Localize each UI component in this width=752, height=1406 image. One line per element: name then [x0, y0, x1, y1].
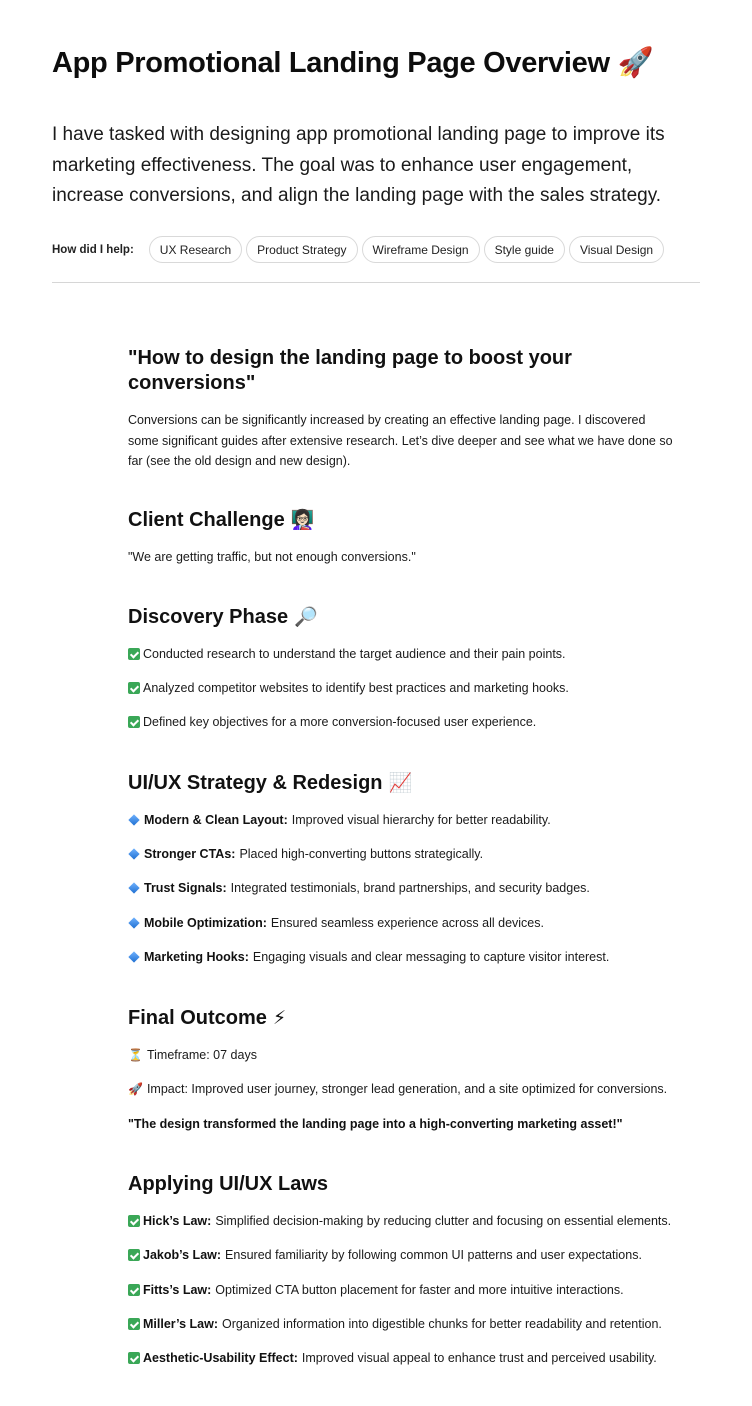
list-item: Analyzed competitor websites to identify best practices and marketing hooks.	[128, 681, 569, 695]
check-mark-icon	[128, 1249, 140, 1261]
list-item: Defined key objectives for a more conversion-focused user experience.	[128, 715, 536, 729]
discovery-heading: Discovery Phase 🔎	[128, 606, 318, 628]
rocket-icon: 🚀	[617, 47, 654, 79]
list-item: Hick’s Law: Simplified decision-making by reducing clutter and focusing on essential elements.	[128, 1214, 671, 1228]
list-item: Fitts’s Law: Optimized CTA button placement for faster and more intuitive interactions.	[128, 1283, 624, 1297]
tag-chip-wireframe-design[interactable]: Wireframe Design	[362, 236, 480, 263]
tag-chip-ux-research[interactable]: UX Research	[149, 236, 242, 263]
list-item: Marketing Hooks: Engaging visuals and clear messaging to capture visitor interest.	[128, 950, 609, 964]
check-mark-icon	[128, 1284, 140, 1296]
page-title: App Promotional Landing Page Overview 🚀	[52, 47, 654, 79]
hourglass-icon: ⏳	[128, 1048, 143, 1062]
check-mark-icon	[128, 648, 140, 660]
help-tags-row	[52, 236, 668, 263]
list-item: Modern & Clean Layout: Improved visual hierarchy for better readability.	[128, 813, 551, 827]
magnifier-icon: 🔎	[294, 607, 318, 628]
blue-diamond-icon	[128, 951, 139, 962]
intro-paragraph: Conversions can be significantly increased by creating an effective landing page. I discovered some significant guides after extensive research. Let’s dive deeper and see what we have done so far (see the old design and new design).	[128, 413, 673, 468]
intro-text: I have tasked with designing app promotional landing page to improve its marketing effectiveness. The goal was to enhance user engagement, increase conversions, and align the landing page with the sales strategy.	[52, 124, 665, 206]
client-challenge-quote: "We are getting traffic, but not enough conversions."	[128, 550, 416, 564]
timeframe-line: ⏳ Timeframe: 07 days	[128, 1048, 257, 1062]
strategy-heading: UI/UX Strategy & Redesign 📈	[128, 772, 413, 794]
list-item: Miller’s Law: Organized information into digestible chunks for better readability and retention.	[128, 1317, 662, 1331]
list-item: Conducted research to understand the target audience and their pain points.	[128, 647, 566, 661]
check-mark-icon	[128, 1215, 140, 1227]
list-item: Aesthetic-Usability Effect: Improved visual appeal to enhance trust and perceived usability.	[128, 1351, 657, 1365]
impact-line: 🚀 Impact: Improved user journey, stronger lead generation, and a site optimized for conversions.	[128, 1082, 668, 1096]
blue-diamond-icon	[128, 814, 139, 825]
tag-chip-product-strategy[interactable]: Product Strategy	[246, 236, 357, 263]
blue-diamond-icon	[128, 882, 139, 893]
intro-quote-heading: "How to design the landing page to boost your conversions"	[128, 347, 572, 394]
blue-diamond-icon	[128, 917, 139, 928]
check-mark-icon	[128, 1352, 140, 1364]
chart-increasing-icon: 📈	[388, 773, 413, 794]
laws-heading: Applying UI/UX Laws	[128, 1173, 329, 1195]
teacher-icon: 👩🏻‍🏫	[290, 510, 315, 531]
check-mark-icon	[128, 1318, 140, 1330]
lightning-icon: ⚡	[272, 1008, 287, 1029]
tag-chip-style-guide[interactable]: Style guide	[484, 236, 565, 263]
blue-diamond-icon	[128, 848, 139, 859]
list-item: Trust Signals: Integrated testimonials, brand partnerships, and security badges.	[128, 881, 590, 895]
check-mark-icon	[128, 716, 140, 728]
rocket-icon: 🚀	[128, 1082, 143, 1096]
list-item: Jakob’s Law: Ensured familiarity by following common UI patterns and user expectations.	[128, 1248, 642, 1262]
outcome-heading: Final Outcome ⚡	[128, 1007, 287, 1029]
check-mark-icon	[128, 682, 140, 694]
list-item: Mobile Optimization: Ensured seamless experience across all devices.	[128, 916, 544, 930]
tag-chip-visual-design[interactable]: Visual Design	[569, 236, 664, 263]
client-challenge-heading: Client Challenge 👩🏻‍🏫	[128, 509, 315, 531]
list-item: Stronger CTAs: Placed high-converting buttons strategically.	[128, 847, 483, 861]
section-divider	[52, 282, 700, 283]
help-label: How did I help:	[52, 243, 134, 256]
outcome-quote: "The design transformed the landing page into a high-converting marketing asset!"	[128, 1117, 623, 1131]
